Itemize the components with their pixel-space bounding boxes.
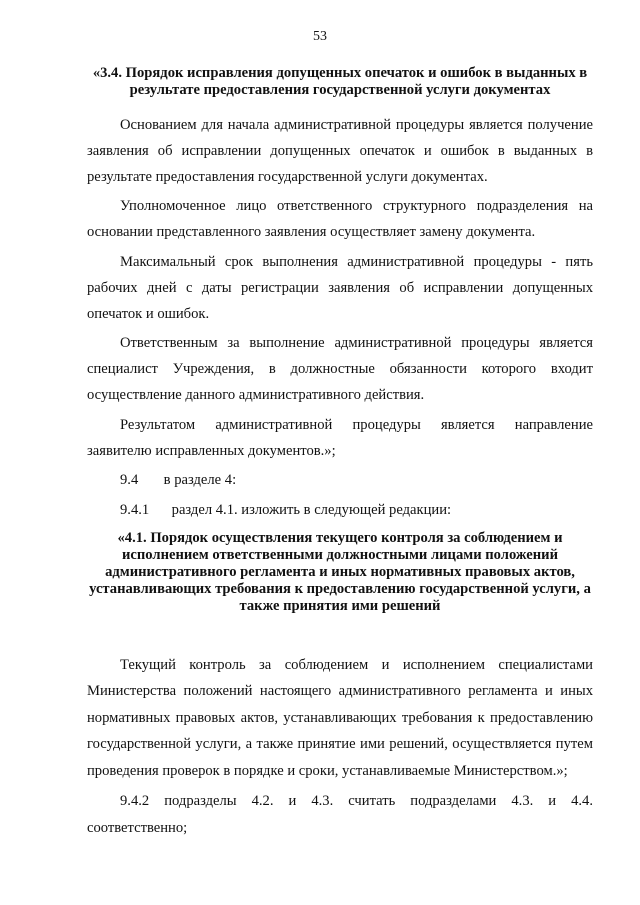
item-text: раздел 4.1. изложить в следующей редакции: <box>171 502 452 519</box>
paragraph-9-4-2: 9.4.2 подразделы 4.2. и 4.3. считать подразделами 4.3. и 4.4. соответственно; <box>87 793 593 836</box>
list-item-9-4-1 <box>87 498 593 524</box>
paragraph: Текущий контроль за соблюдением и исполнением специалистами Министерства положений настоящего административного регламента и иных нормативных правовых актов, устанавливающих требования к предоставлению государственной услуги, а также принятие ими решений, осуществляется путем проведения проверок в порядке и сроки, устанавливаемые Министерством.»; <box>87 656 593 779</box>
list-item-9-4 <box>87 468 593 494</box>
item-number: 9.4.1 <box>120 502 150 519</box>
item-text: в разделе 4: <box>163 472 237 489</box>
paragraph: Основанием для начала административной процедуры является получение заявления об исправлении допущенных опечаток и ошибок в выданных в результате предоставления государственной услуги документах. <box>87 117 593 185</box>
paragraph: Ответственным за выполнение административной процедуры является специалист Учреждения, в должностные обязанности которого входит осуществление данного административного действия. <box>87 335 593 403</box>
document-body <box>87 60 593 845</box>
item-number: 9.4 <box>120 472 139 489</box>
section-heading-4-1: «4.1. Порядок осуществления текущего контроля за соблюдением и исполнением ответственными должностными лицами положений административного регламента и иных нормативных правовых актов, устанавливающих требования к предоставлению государственной услуги, а также принятия ими решений <box>89 529 591 614</box>
section-heading-3-4: «3.4. Порядок исправления допущенных опечаток и ошибок в выданных в результате предоставления государственной услуги документах <box>92 65 588 98</box>
paragraph: Максимальный срок выполнения административной процедуры - пять рабочих дней с даты регистрации заявления об исправлении допущенных опечаток и ошибок. <box>87 253 593 322</box>
paragraph: Результатом административной процедуры является направление заявителю исправленных документов.»; <box>87 416 593 459</box>
page-number: 53 <box>313 29 327 44</box>
paragraph: Уполномоченное лицо ответственного структурного подразделения на основании представленного заявления осуществляет замену документа. <box>87 198 593 241</box>
